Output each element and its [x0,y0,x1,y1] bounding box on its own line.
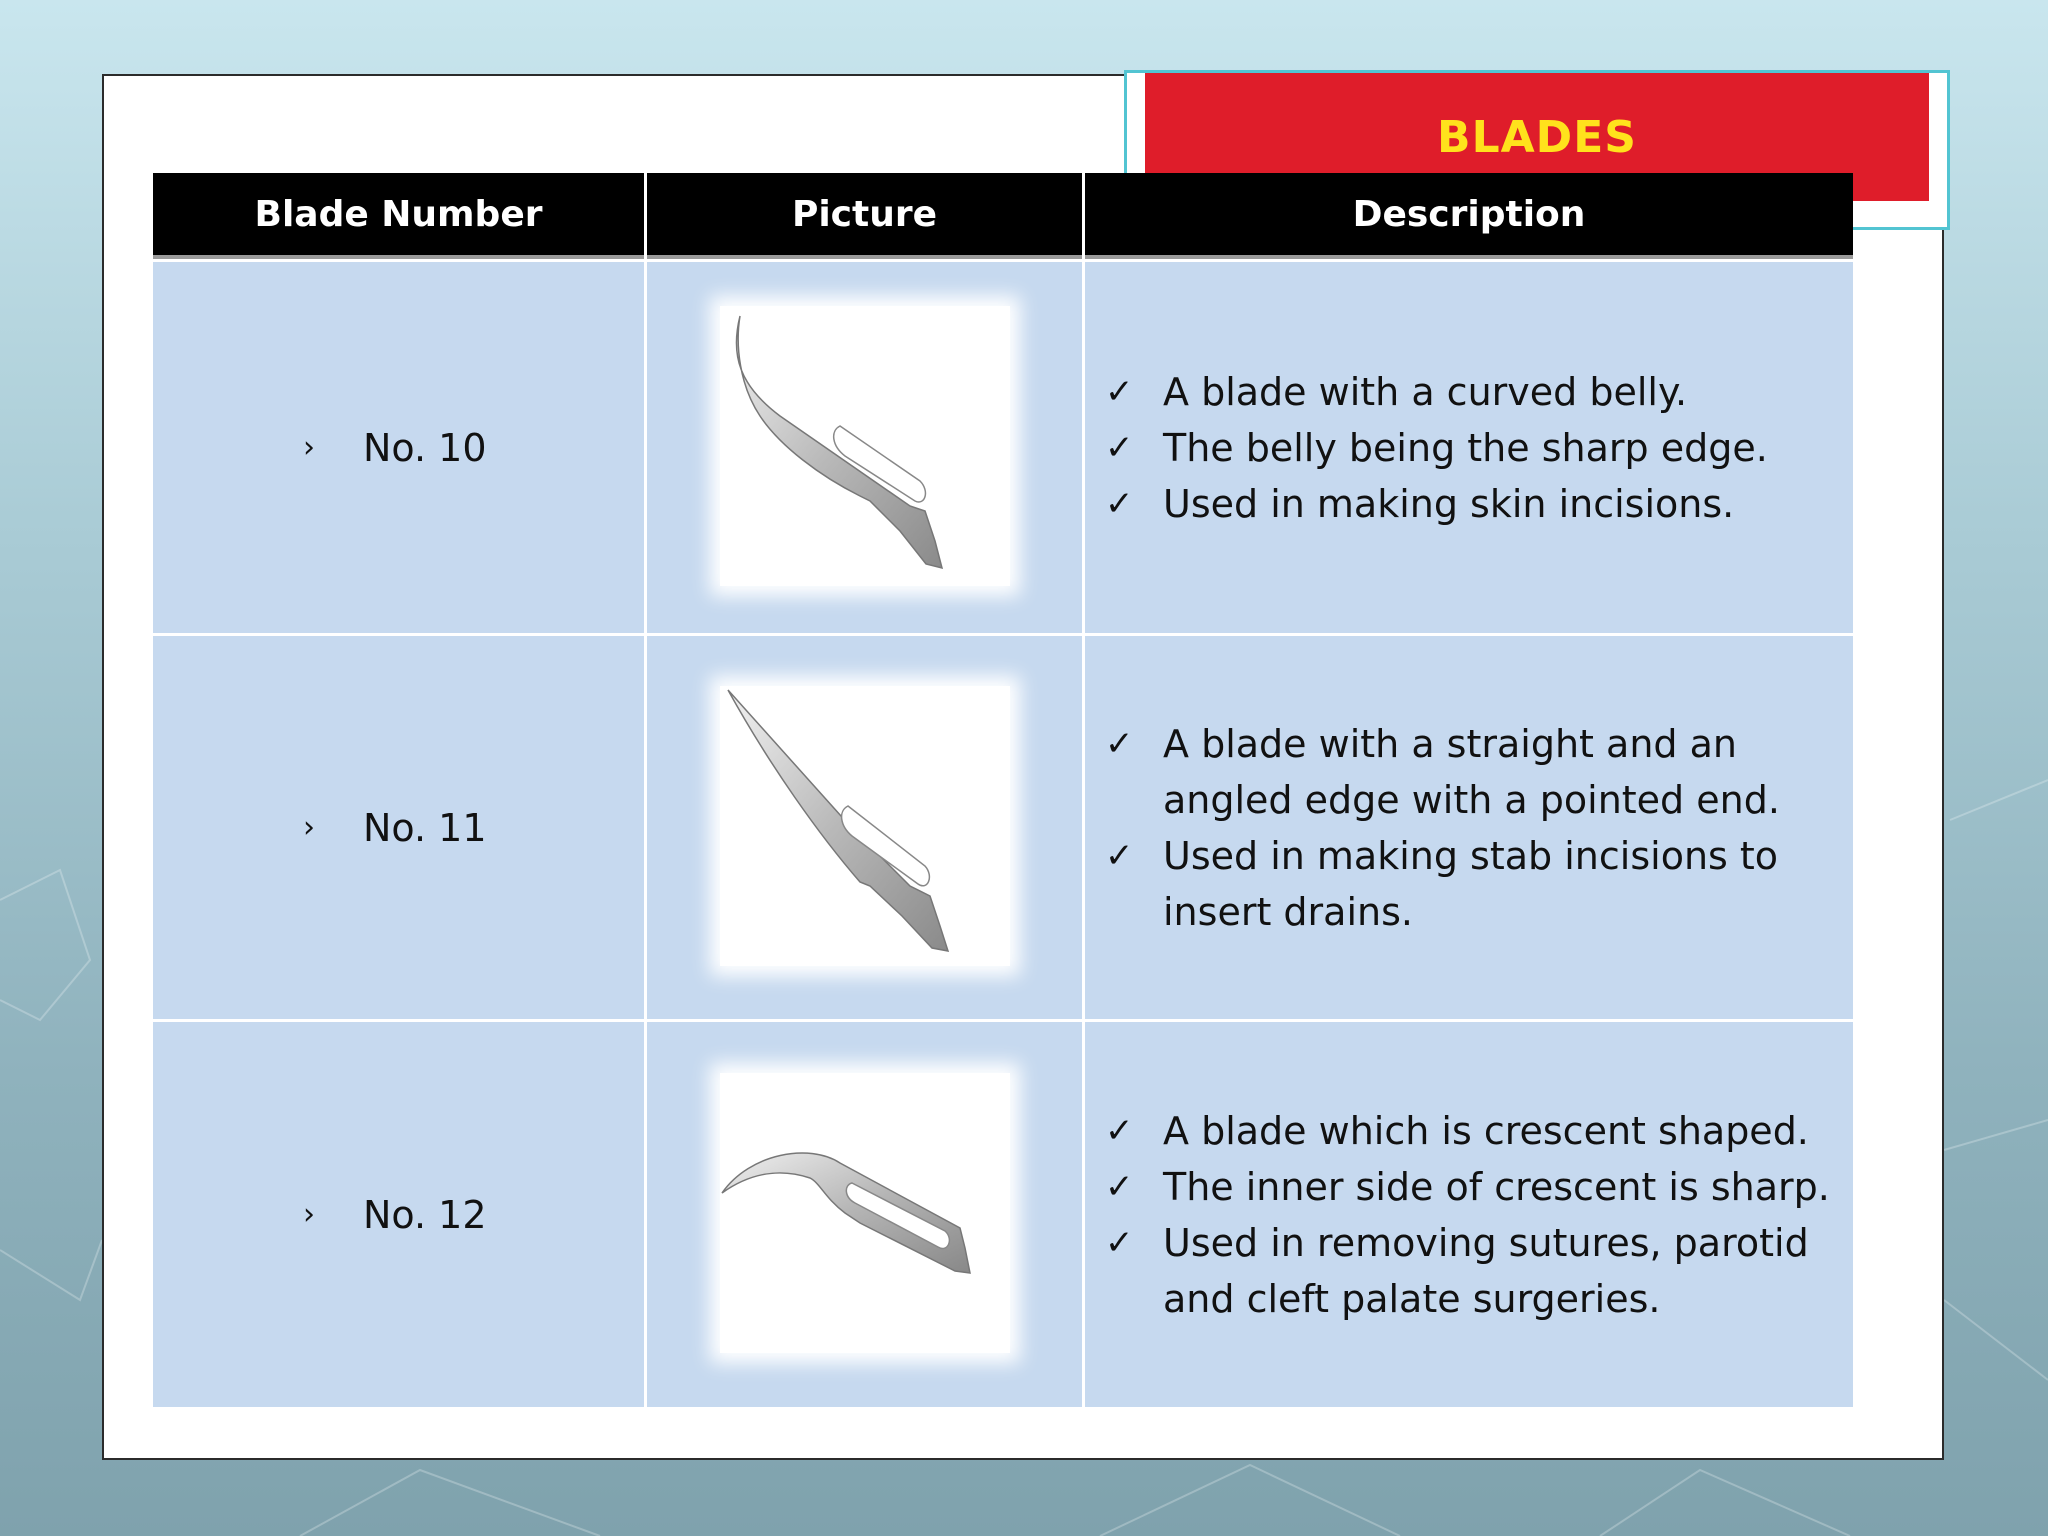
description-point: A blade with a straight and an angled edge with a pointed end. [1163,721,1780,822]
table-header-row [153,173,1853,259]
list-item [1105,420,1839,476]
description-point: A blade with a curved belly. [1163,369,1688,414]
blade-number-cell [153,262,644,633]
list-item [1105,476,1839,532]
description-point: The belly being the sharp edge. [1163,425,1768,470]
blade-number: No. 12 [363,1192,487,1237]
description-point: The inner side of crescent is sharp. [1163,1164,1830,1209]
blade-no-10-image [720,306,1010,586]
check-icon: ✓ [1105,835,1134,876]
list-item [1105,716,1839,828]
blade-number-cell [153,636,644,1019]
check-icon: ✓ [1105,723,1134,764]
header-description: Description [1085,173,1853,259]
chevron-right-icon: › [303,810,315,845]
check-icon: ✓ [1105,427,1134,468]
chevron-right-icon: › [303,430,315,465]
description-list [1105,364,1839,532]
blade-no-10-icon [720,306,1010,586]
blades-table [150,170,1856,1410]
description-cell [1085,1022,1853,1407]
check-icon: ✓ [1105,371,1134,412]
description-list [1105,1103,1839,1327]
blade-no-12-icon [720,1073,1010,1353]
list-item [1105,1159,1839,1215]
blade-no-11-icon [720,686,1010,966]
blade-number: No. 11 [363,805,487,850]
check-icon: ✓ [1105,1110,1134,1151]
slide-title: BLADES [1437,111,1637,163]
header-picture: Picture [647,173,1082,259]
check-icon: ✓ [1105,1166,1134,1207]
blade-number-cell [153,1022,644,1407]
blade-no-11-image [720,686,1010,966]
description-list [1105,716,1839,940]
description-point: A blade which is crescent shaped. [1163,1108,1809,1153]
table-row [153,262,1853,633]
blade-number: No. 10 [363,425,487,470]
table-row [153,636,1853,1019]
picture-cell [647,636,1082,1019]
header-blade-number: Blade Number [153,173,644,259]
list-item [1105,828,1839,940]
description-point: Used in making skin incisions. [1163,481,1735,526]
check-icon: ✓ [1105,1222,1134,1263]
description-cell [1085,262,1853,633]
list-item [1105,1103,1839,1159]
table-row [153,1022,1853,1407]
blade-no-12-image [720,1073,1010,1353]
picture-cell [647,262,1082,633]
picture-cell [647,1022,1082,1407]
list-item [1105,364,1839,420]
description-point: Used in removing sutures, parotid and cleft palate surgeries. [1163,1220,1809,1321]
chevron-right-icon: › [303,1197,315,1232]
description-point: Used in making stab incisions to insert drains. [1163,833,1779,934]
check-icon: ✓ [1105,483,1134,524]
description-cell [1085,636,1853,1019]
list-item [1105,1215,1839,1327]
